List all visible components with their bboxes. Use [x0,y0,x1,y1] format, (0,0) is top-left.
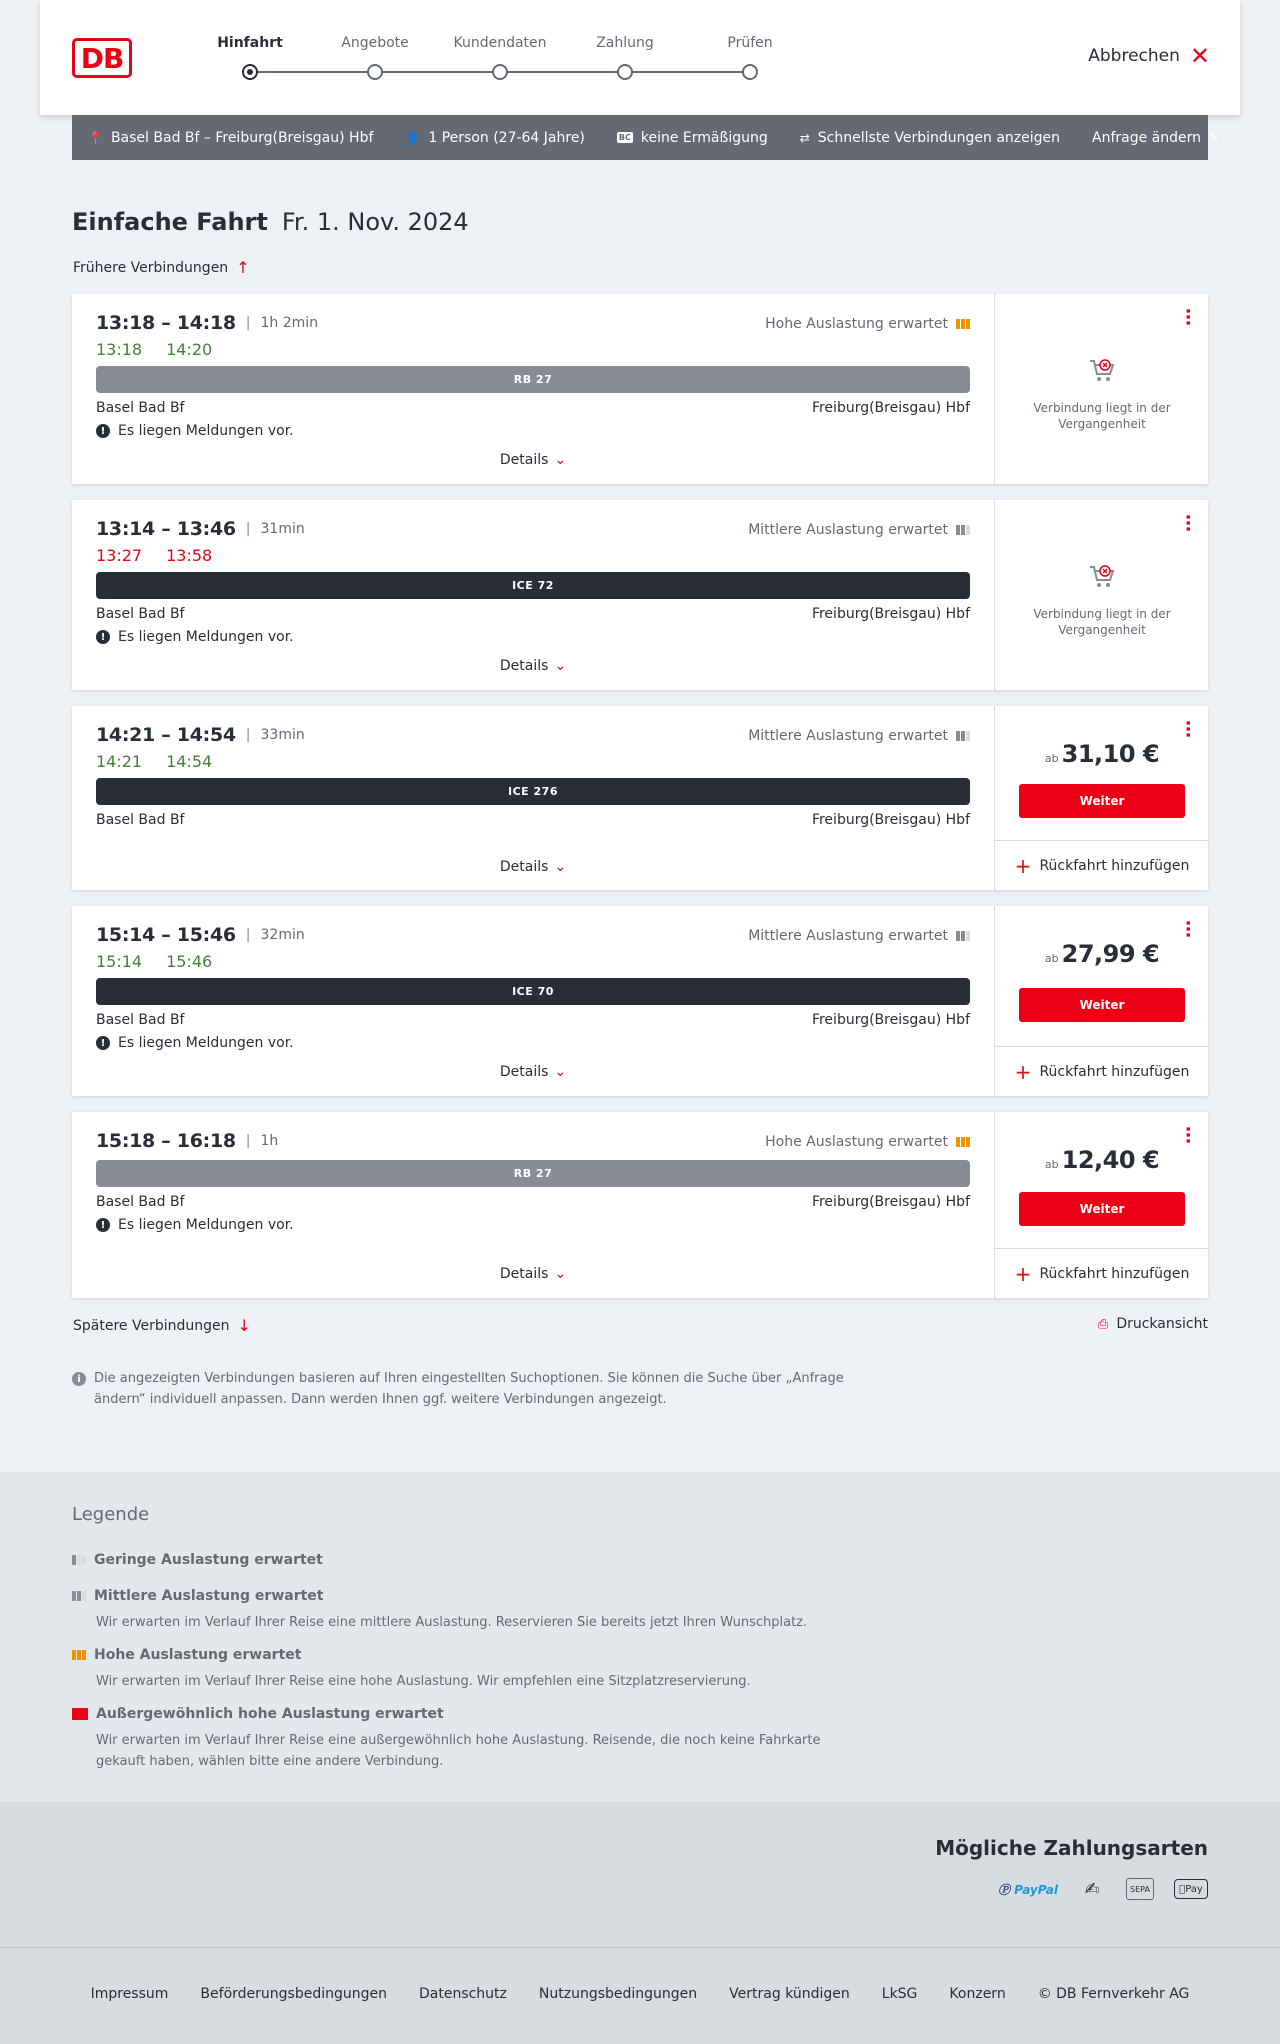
person-icon: 👤 [405,130,421,145]
connection-card [72,294,1208,484]
add-return-button[interactable] [995,1046,1209,1096]
alert-icon: ! [96,1218,110,1232]
message-notice [96,423,294,439]
price-prefix: ab [1044,1158,1059,1171]
swap-arrows-icon: ⇄ [799,130,810,145]
step-zahlung-dot [617,64,633,80]
details-toggle[interactable] [72,859,994,875]
load-text: Mittlere Auslastung erwartet [748,728,948,744]
connection-details-area [72,1112,994,1298]
add-return-label: Rückfahrt hinzufügen [1039,857,1190,874]
departure-station: Basel Bad Bf [96,400,185,416]
fastest-item [800,130,1060,146]
medium-load-icon [956,525,970,535]
connection-times [96,518,305,540]
load-text: Hohe Auslastung erwartet [765,1134,948,1150]
message-notice [96,629,294,645]
location-pin-icon: 📍 [88,130,103,145]
separator: | [245,1133,251,1149]
realtime-times [96,952,212,971]
footer [0,1947,1280,2044]
later-label: Spätere Verbindungen [73,1317,230,1334]
stations-row [96,606,970,622]
arrival-station: Freiburg(Breisgau) Hbf [811,1194,970,1210]
earlier-connections-link[interactable] [73,258,250,277]
footer-link-datenschutz[interactable]: Datenschutz [418,1986,507,2002]
legend-item-title: Mittlere Auslastung erwartet [94,1588,324,1604]
realtime-arrival: 14:20 [166,340,213,359]
chevron-down-icon: ⌄ [554,1266,567,1282]
details-label: Details [499,452,549,468]
load-indicator [765,1134,970,1150]
price-prefix: ab [1044,752,1059,765]
connection-details-area [72,294,994,484]
departure-station: Basel Bad Bf [96,606,185,622]
details-label: Details [499,1064,549,1080]
connection-times [96,724,305,746]
scheduled-times: 13:18 – 14:18 [96,312,236,334]
copyright: © DB Fernverkehr AG [1037,1986,1190,2002]
price-value: 27,99 € [1061,940,1160,968]
offer-area [994,906,1208,1096]
high-load-icon [72,1650,86,1660]
realtime-departure: 13:18 [96,340,143,359]
step-pruefen-dot [742,64,758,80]
price [995,940,1209,968]
legend-title: Legende [72,1504,150,1525]
step-pruefen-label: Prüfen [727,35,773,51]
arrow-up-icon: ↑ [236,258,250,277]
separator: | [245,927,251,943]
chevron-down-icon: ⌄ [554,658,567,674]
duration: 32min [260,927,305,943]
arrow-down-icon: ↓ [237,1316,251,1335]
step-hinfahrt-label: Hinfahrt [217,35,283,51]
change-query-button[interactable] [1092,130,1219,146]
details-label: Details [499,1266,549,1282]
message-notice [96,1035,294,1051]
close-icon: ✕ [1189,42,1210,70]
offer-area [994,294,1208,484]
printer-icon: ⎙ [1097,1316,1109,1332]
info-icon: i [72,1372,86,1386]
passengers-text: 1 Person (27-64 Jahre) [428,129,585,146]
offer-area [994,706,1208,890]
add-return-button[interactable] [995,1248,1209,1298]
high-load-icon [956,319,970,329]
exceptional-load-icon [72,1708,88,1720]
medium-load-icon [956,931,970,941]
chevron-down-icon: ⌄ [554,452,567,468]
earlier-label: Frühere Verbindungen [73,259,229,276]
offer-area [994,500,1208,690]
separator: | [245,521,251,537]
message-notice [96,1217,294,1233]
paypal-icon: Ⓟ PayPal [997,1882,1058,1897]
step-angebote-label: Angebote [341,35,409,51]
train-bar[interactable]: RB 27 [96,366,970,393]
chevron-down-icon: ⌄ [554,859,567,875]
more-options-icon[interactable]: ⋯ [1177,308,1198,326]
discount-item [617,130,768,146]
step-kundendaten-label: Kundendaten [453,35,547,51]
scheduled-times: 14:21 – 14:54 [96,724,236,746]
arrival-station: Freiburg(Breisgau) Hbf [811,400,970,416]
connection-card [72,500,1208,690]
price-value: 12,40 € [1061,1146,1160,1174]
price-prefix: ab [1044,952,1059,965]
fastest-text: Schnellste Verbindungen anzeigen [817,129,1061,146]
passengers-item [405,130,585,146]
discount-text: keine Ermäßigung [640,129,768,146]
separator: | [245,315,251,331]
arrival-station: Freiburg(Breisgau) Hbf [811,606,970,622]
footer-link-vertrag-kuendigen[interactable]: Vertrag kündigen [729,1986,850,2002]
add-return-button[interactable] [995,840,1209,890]
stations-row [96,400,970,416]
realtime-arrival: 15:46 [166,952,213,971]
add-return-label: Rückfahrt hinzufügen [1039,1265,1190,1282]
realtime-times [96,752,212,771]
cancel-label: Abbrechen [1088,46,1180,66]
separator: | [245,727,251,743]
legend-item-title: Geringe Auslastung erwartet [94,1552,323,1568]
load-text: Hohe Auslastung erwartet [765,316,948,332]
arrival-station: Freiburg(Breisgau) Hbf [811,812,970,828]
step-hinfahrt-dot [242,64,258,80]
realtime-departure: 13:27 [96,546,143,565]
trip-date: Fr. 1. Nov. 2024 [281,208,469,236]
footer-links [0,1986,1280,2002]
footer-link-impressum[interactable]: Impressum [90,1986,169,2002]
price [995,740,1209,768]
alert-icon: ! [96,630,110,644]
footer-link-nutzungsbedingungen[interactable]: Nutzungsbedingungen [538,1986,698,2002]
continue-button[interactable]: Weiter [1019,988,1185,1022]
print-view-link[interactable] [1098,1316,1208,1332]
load-text: Mittlere Auslastung erwartet [748,928,948,944]
connection-times [96,1130,278,1152]
payment-methods-section [0,1802,1280,1947]
stations-row [96,1194,970,1210]
realtime-arrival: 14:54 [166,752,213,771]
connection-times [96,924,305,946]
details-toggle[interactable] [72,452,994,468]
bahncard-icon: BC [618,133,631,142]
medium-load-icon [956,731,970,741]
details-toggle[interactable] [72,1064,994,1080]
stations-row [96,1012,970,1028]
footer-link-lksg[interactable]: LkSG [881,1986,918,2002]
more-options-icon[interactable]: ⋯ [1177,720,1198,738]
step-angebote-dot [367,64,383,80]
price-value: 31,10 € [1061,740,1160,768]
scheduled-times: 15:18 – 16:18 [96,1130,236,1152]
train-bar[interactable]: ICE 70 [96,978,970,1005]
plus-icon: + [1014,1059,1032,1084]
duration: 33min [260,727,305,743]
more-options-icon[interactable]: ⋯ [1177,1126,1198,1144]
step-kundendaten-dot [492,64,508,80]
continue-button[interactable]: Weiter [1019,1192,1185,1226]
realtime-departure: 14:21 [96,752,143,771]
realtime-arrival: 13:58 [166,546,213,565]
connection-details-area [72,706,994,890]
legend-item-title: Außergewöhnlich hohe Auslastung erwartet [96,1706,444,1722]
progress-steps [210,0,810,115]
pencil-icon: ✎ [1209,130,1220,145]
message-text: Es liegen Meldungen vor. [118,1217,294,1233]
connection-card [72,906,1208,1096]
price [995,1146,1209,1174]
scheduled-times: 15:14 – 15:46 [96,924,236,946]
arrival-station: Freiburg(Breisgau) Hbf [811,1012,970,1028]
trip-type: Einfache Fahrt [72,208,268,236]
duration: 1h [260,1133,279,1149]
load-indicator [748,522,970,538]
footer-link-befoerderungsbedingungen[interactable]: Beförderungsbedingungen [200,1986,387,2002]
add-return-label: Rückfahrt hinzufügen [1039,1063,1190,1080]
plus-icon: + [1014,1261,1032,1286]
details-label: Details [499,658,549,674]
cart-unavailable-icon [1087,356,1117,384]
hand-card-icon: ✍ [1084,1878,1100,1900]
realtime-times [96,546,212,565]
header [40,0,1240,115]
legend-section [0,1472,1280,1802]
alert-icon: ! [96,424,110,438]
realtime-times [96,340,212,359]
more-options-icon[interactable]: ⋯ [1177,920,1198,938]
stations-row [96,812,970,828]
db-logo[interactable]: DB [72,38,132,78]
legend-item-desc: Wir erwarten im Verlauf Ihrer Reise eine mittlere Auslastung. Reservieren Sie bereits jetzt Ihren Wunschplatz. [96,1615,808,1630]
load-indicator [765,316,970,332]
step-zahlung-label: Zahlung [596,35,654,51]
change-query-label: Anfrage ändern [1092,129,1202,146]
past-connection-text: Verbindung liegt in der Vergangenheit [1033,401,1171,431]
details-toggle[interactable] [72,658,994,674]
details-label: Details [499,859,549,875]
alert-icon: ! [96,1036,110,1050]
legend-item-title: Hohe Auslastung erwartet [94,1647,302,1663]
load-indicator [748,728,970,744]
departure-station: Basel Bad Bf [96,1194,185,1210]
legend-item-desc: Wir erwarten im Verlauf Ihrer Reise eine außergewöhnlich hohe Auslastung. Reisende, die noch keine Fahrkarte gekauft haben, wählen bitte eine andere Verbindung. [96,1733,821,1769]
route-text: Basel Bad Bf – Freiburg(Breisgau) Hbf [110,129,374,146]
message-text: Es liegen Meldungen vor. [118,423,294,439]
duration: 1h 2min [260,315,319,331]
legend-item [72,1588,852,1633]
legend-item [72,1552,852,1568]
legend-item-desc: Wir erwarten im Verlauf Ihrer Reise eine hohe Auslastung. Wir empfehlen eine Sitzplatzreservierung. [96,1674,751,1689]
payment-icons [998,1878,1208,1900]
cart-unavailable-icon [1087,562,1117,590]
high-load-icon [956,1137,970,1147]
info-note [72,1368,852,1410]
query-summary-bar [72,115,1220,160]
print-label: Druckansicht [1116,1316,1208,1332]
connection-card [72,1112,1208,1298]
train-bar[interactable]: ICE 276 [96,778,970,805]
load-text: Mittlere Auslastung erwartet [748,522,948,538]
info-note-text: Die angezeigten Verbindungen basieren auf Ihren eingestellten Suchoptionen. Sie können die Suche über „Anfrage ändern“ individuell anpassen. Dann werden Ihnen ggf. weitere Verbindungen angezeigt. [94,1371,844,1407]
details-toggle[interactable] [72,1266,994,1282]
plus-icon: + [1014,853,1032,878]
chevron-down-icon: ⌄ [554,1064,567,1080]
duration: 31min [260,521,305,537]
train-bar[interactable]: RB 27 [96,1160,970,1187]
message-text: Es liegen Meldungen vor. [118,1035,294,1051]
legend-item [72,1647,852,1692]
realtime-departure: 15:14 [96,952,143,971]
more-options-icon[interactable]: ⋯ [1177,514,1198,532]
departure-station: Basel Bad Bf [96,1012,185,1028]
payment-title: Mögliche Zahlungsarten [935,1836,1208,1860]
offer-area [994,1112,1208,1298]
page-title [72,208,469,236]
legend-item [72,1706,852,1772]
apple-pay-icon: Pay [1174,1879,1208,1899]
connection-details-area [72,906,994,1096]
later-connections-link[interactable] [73,1316,251,1335]
train-bar[interactable]: ICE 72 [96,572,970,599]
load-indicator [748,928,970,944]
scheduled-times: 13:14 – 13:46 [96,518,236,540]
connection-details-area [72,500,994,690]
past-connection-text: Verbindung liegt in der Vergangenheit [1033,607,1171,637]
cancel-button[interactable] [1088,42,1210,70]
footer-link-konzern[interactable]: Konzern [949,1986,1006,2002]
route-item [88,130,373,146]
departure-station: Basel Bad Bf [96,812,185,828]
connection-times [96,312,318,334]
connection-card [72,706,1208,890]
sepa-icon: SEPA [1126,1878,1154,1900]
message-text: Es liegen Meldungen vor. [118,629,294,645]
continue-button[interactable]: Weiter [1019,784,1185,818]
medium-load-icon [72,1591,86,1601]
low-load-icon [72,1555,86,1565]
